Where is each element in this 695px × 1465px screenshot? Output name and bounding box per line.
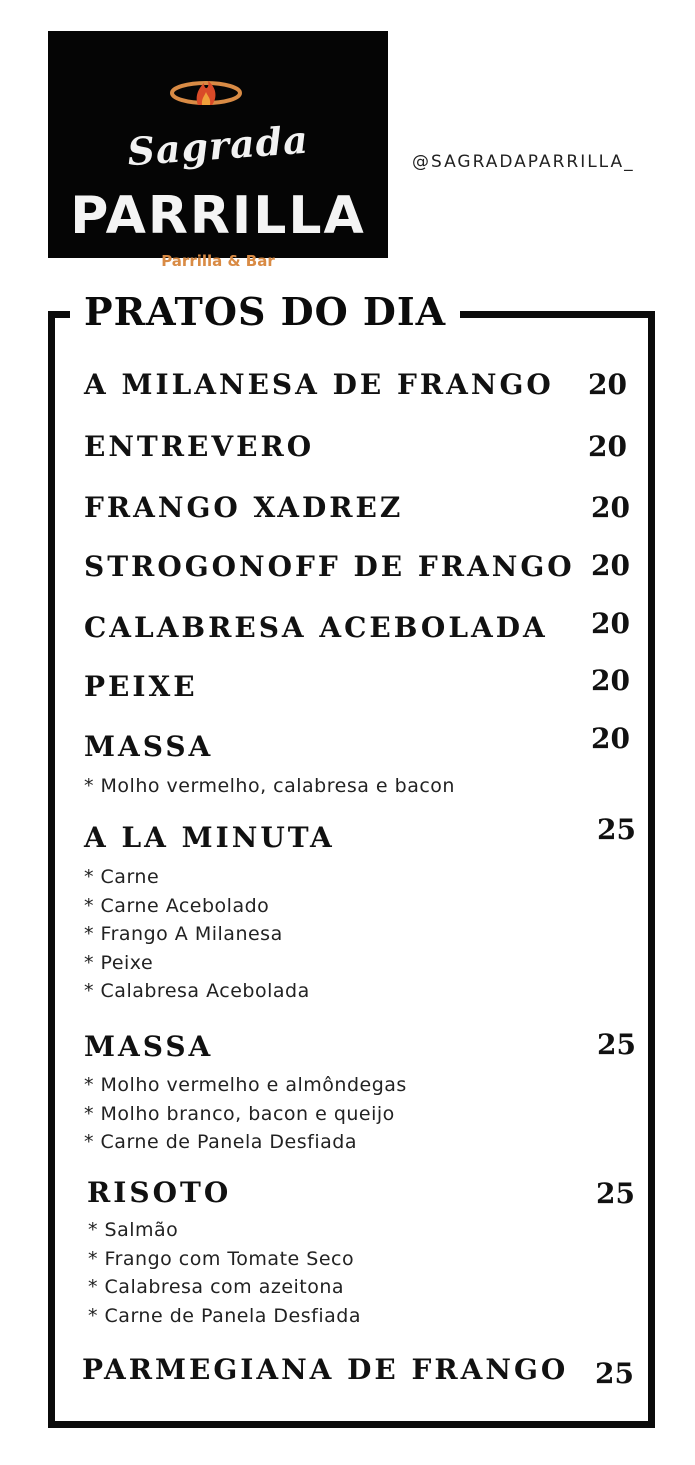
menu-item-note: * Carne de Panela Desfiada: [84, 1131, 357, 1153]
menu-item-price: 20: [591, 664, 630, 697]
menu-item-note: * Frango A Milanesa: [84, 923, 283, 945]
menu-item-note: * Molho vermelho e almôndegas: [84, 1074, 407, 1096]
menu-item-name: MASSA: [84, 1030, 214, 1063]
menu-item-price: 20: [591, 491, 630, 524]
menu-item-name: PARMEGIANA DE FRANGO: [82, 1353, 569, 1386]
menu-item-name: A LA MINUTA: [84, 821, 335, 854]
menu-item-price: 20: [588, 430, 627, 463]
menu-item-name: FRANGO XADREZ: [84, 491, 404, 524]
menu-title: PRATOS DO DIA: [70, 290, 460, 334]
menu-item-name: RISOTO: [87, 1176, 232, 1209]
logo-script-text: Sagrada: [125, 116, 311, 175]
menu-item-name: A MILANESA DE FRANGO: [84, 368, 554, 401]
menu-item-name: STROGONOFF DE FRANGO: [84, 550, 575, 583]
brand-logo: [48, 31, 388, 270]
menu-item-price: 25: [597, 1028, 636, 1061]
menu-item-note: * Carne de Panela Desfiada: [88, 1305, 361, 1327]
menu-item-note: * Peixe: [84, 952, 154, 974]
menu-item-price: 20: [588, 368, 627, 401]
menu-item-price: 25: [595, 1357, 634, 1390]
menu-item-name: PEIXE: [84, 670, 198, 703]
menu-item-price: 20: [591, 722, 630, 755]
menu-item-note: * Calabresa com azeitona: [88, 1276, 345, 1298]
menu-item-price: 25: [597, 813, 636, 846]
menu-item-note: * Carne Acebolado: [84, 895, 270, 917]
logo-main-text: PARRILLA: [70, 186, 366, 246]
instagram-handle[interactable]: @SAGRADAPARRILLA_: [412, 152, 635, 172]
menu-item-price: 20: [591, 607, 630, 640]
menu-item-note: * Calabresa Acebolada: [84, 980, 310, 1002]
menu-item-name: MASSA: [84, 730, 214, 763]
menu-item-note: * Molho branco, bacon e queijo: [84, 1103, 395, 1125]
menu-item-price: 25: [596, 1177, 635, 1210]
menu-item-note: * Frango com Tomate Seco: [88, 1248, 355, 1270]
menu-item-name: CALABRESA ACEBOLADA: [84, 611, 548, 644]
menu-item-note: * Molho vermelho, calabresa e bacon: [84, 775, 455, 797]
menu-item-note: * Carne: [84, 866, 160, 888]
menu-item-name: ENTREVERO: [84, 430, 315, 463]
menu-item-note: * Salmão: [88, 1219, 179, 1241]
logo-tagline: Parrilla & Bar: [161, 252, 275, 270]
menu-item-price: 20: [591, 549, 630, 582]
